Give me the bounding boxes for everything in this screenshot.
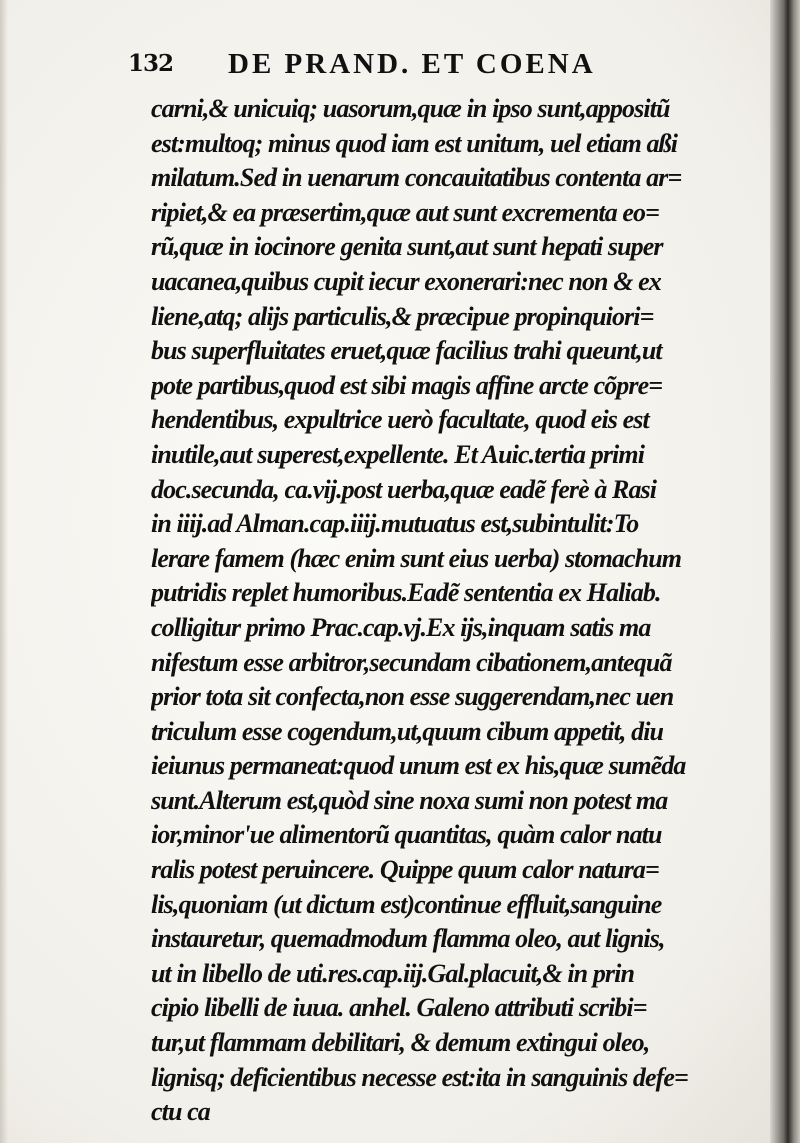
text-line: cipio libelli de iuua. anhel. Galeno attributi scribi=	[151, 993, 647, 1023]
text-line: ralis potest peruincere. Quippe quum calor natura=	[151, 855, 659, 885]
page-number: 132	[128, 50, 174, 77]
text-line: liene,atq; alijs particulis,& præcipue propinquiori=	[151, 301, 654, 331]
text-line: inutile,aut superest,expellente. Et Auic.tertia primi	[151, 439, 645, 469]
text-line: lignisq; deficientibus necesse est:ita in sanguinis defe=	[151, 1062, 688, 1092]
text-line: ut in libello de uti.res.cap.iij.Gal.placuit,& in prin	[151, 958, 635, 988]
text-line: prior tota sit confecta,non esse suggerendam,nec uen	[151, 682, 674, 712]
text-line: bus superfluitates eruet,quæ facilius trahi queunt,ut	[151, 336, 662, 366]
text-line: ctu ca	[151, 1097, 210, 1127]
text-line: doc.secunda, ca.vij.post uerba,quæ eadẽ ferè à Rasi	[151, 474, 657, 504]
text-line: hendentibus, expultrice uerò facultate, quod eis est	[151, 405, 649, 435]
text-line: ior,minor'ue alimentorũ quantitas, quàm calor natu	[151, 820, 662, 850]
text-line: instauretur, quemadmodum flamma oleo, aut lignis,	[151, 924, 665, 954]
page-header	[128, 48, 648, 84]
text-line: rũ,quæ in iocinore genita sunt,aut sunt hepati super	[151, 232, 663, 262]
text-line: putridis replet humoribus.Eadẽ sententia ex Haliab.	[151, 578, 661, 608]
text-line: ieiunus permaneat:quod unum est ex his,quæ sumẽda	[151, 751, 686, 781]
text-line: lis,quoniam (ut dictum est)continue effluit,sanguine	[151, 889, 662, 919]
book-gutter	[770, 0, 800, 1143]
text-line: est:multoq; minus quod iam est unitum, uel etiam aßi	[151, 128, 678, 158]
text-line: colligitur primo Prac.cap.vj.Ex ijs,inquam satis ma	[151, 612, 651, 642]
body-text	[151, 92, 763, 1130]
text-line: in iiij.ad Alman.cap.iiij.mutuatus est,subintulit:To	[151, 509, 639, 539]
text-line: milatum.Sed in uenarum concauitatibus contenta ar=	[151, 163, 682, 193]
text-line: uacanea,quibus cupit iecur exonerari:nec non & ex	[151, 266, 661, 296]
text-line: pote partibus,quod est sibi magis affine arcte cõpre=	[151, 370, 663, 400]
text-line: triculum esse cogendum,ut,quum cibum appetit, diu	[151, 716, 664, 746]
text-line: ripiet,& ea præsertim,quæ aut sunt excrementa eo=	[151, 197, 660, 227]
text-line: lerare famem (hæc enim sunt eius uerba) stomachum	[151, 543, 682, 573]
text-line: tur,ut flammam debilitari, & demum extingui oleo,	[151, 1028, 650, 1058]
text-line: carni,& unicuiq; uasorum,quæ in ipso sunt,appositũ	[151, 94, 670, 123]
running-title: DE PRAND. ET COENA	[228, 48, 596, 80]
text-line: sunt.Alterum est,quòd sine noxa sumi non potest ma	[151, 785, 668, 815]
page-edge-shadow	[0, 0, 8, 1143]
text-line: nifestum esse arbitror,secundam cibationem,antequã	[151, 647, 672, 677]
